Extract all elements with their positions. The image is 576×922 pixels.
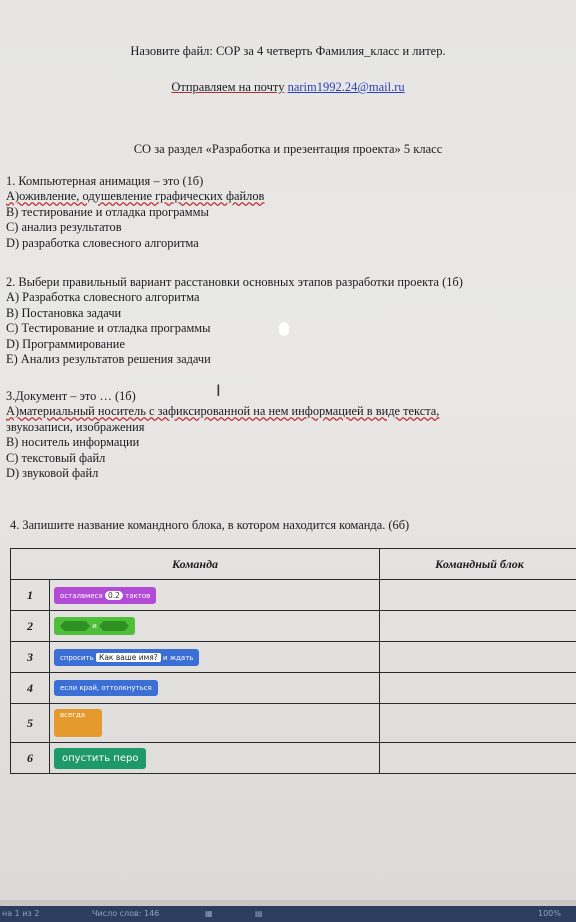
command-cell xyxy=(50,642,380,673)
answer-option: С) анализ результатов xyxy=(6,220,122,235)
answer-cell[interactable] xyxy=(380,673,576,704)
answer-cell[interactable] xyxy=(380,580,576,611)
question-title: 3.Документ – это … (1б) xyxy=(6,389,136,403)
question-3 xyxy=(6,389,439,481)
status-bar xyxy=(0,906,576,922)
answer-option: С) Тестирование и отладка программы xyxy=(6,321,211,336)
answer-option: В) Постановка задачи xyxy=(6,305,122,320)
view-icon[interactable]: ▤ xyxy=(255,909,263,918)
table-header-row xyxy=(11,549,576,580)
page-counter[interactable]: на 1 из 2 xyxy=(2,909,40,918)
table-row xyxy=(11,704,576,743)
answer-cell[interactable] xyxy=(380,743,576,774)
file-name-instruction: Назовите файл: СОР за 4 четверть Фамилия_класс и литер. xyxy=(130,44,446,58)
block-text: тактов xyxy=(125,591,151,600)
answer-option: А)материальный носитель с зафиксированной на нем информацией в виде текста, xyxy=(6,404,440,419)
question-title: 2. Выбери правильный вариант расстановки основных этапов разработки проекта (1б) xyxy=(6,275,463,289)
question-2 xyxy=(6,275,463,367)
table-row xyxy=(11,642,576,673)
block-input: Как ваше имя? xyxy=(96,653,161,662)
table-row xyxy=(11,673,576,704)
document-title: СО за раздел «Разработка и презентация проекта» 5 класс xyxy=(133,142,443,156)
cursor-dot xyxy=(279,322,289,336)
question-1 xyxy=(6,174,264,251)
scratch-block: всегда xyxy=(54,709,102,737)
answer-option: В) тестирование и отладка программы xyxy=(6,204,209,219)
row-number: 2 xyxy=(11,611,50,642)
row-number: 4 xyxy=(11,673,50,704)
answer-option: D) звуковой файл xyxy=(6,466,99,481)
answer-option: В) носитель информации xyxy=(6,435,140,450)
layout-icon[interactable]: ▦ xyxy=(205,909,213,918)
command-cell xyxy=(50,704,380,743)
answer-option: А)оживление, одушевление графических файлов xyxy=(6,189,265,204)
block-text: спросить xyxy=(60,653,94,662)
answer-cell[interactable] xyxy=(380,642,576,673)
column-header-command: Команда xyxy=(11,549,380,580)
text-cursor-icon: I xyxy=(216,381,221,400)
answer-option: С) текстовый файл xyxy=(6,450,106,465)
question-4-title: 4. Запишите название командного блока, в котором находится команда. (6б) xyxy=(10,518,410,532)
hex-slot-icon xyxy=(99,621,129,631)
block-text: осталвмеся xyxy=(60,591,103,600)
row-number: 1 xyxy=(11,580,50,611)
answer-option: D) разработка словесного алгоритма xyxy=(6,235,199,250)
send-label: Отправляем на почту xyxy=(171,80,285,94)
scratch-block xyxy=(54,587,156,604)
scratch-block xyxy=(54,649,199,666)
hex-slot-icon xyxy=(60,621,90,631)
word-count[interactable]: Число слов: 146 xyxy=(92,909,160,918)
command-cell xyxy=(50,743,380,774)
send-instruction xyxy=(0,80,576,95)
answer-cell[interactable] xyxy=(380,611,576,642)
answer-option: Е) Анализ результатов решения задачи xyxy=(6,352,211,367)
command-cell xyxy=(50,611,380,642)
table-row xyxy=(11,743,576,774)
answer-cell[interactable] xyxy=(380,704,576,743)
scratch-block xyxy=(54,617,135,635)
zoom-level[interactable]: 100% xyxy=(538,909,561,918)
question-title: 1. Компьютерная анимация – это (1б) xyxy=(6,174,204,188)
row-number: 5 xyxy=(11,704,50,743)
table-row xyxy=(11,611,576,642)
column-header-block: Командный блок xyxy=(380,549,576,580)
table-row xyxy=(11,580,576,611)
answer-option: А) Разработка словесного алгоритма xyxy=(6,290,200,305)
block-value: 0.2 xyxy=(105,591,123,600)
row-number: 3 xyxy=(11,642,50,673)
command-cell xyxy=(50,673,380,704)
block-text: и ждать xyxy=(162,653,194,662)
answer-option: D) Программирование xyxy=(6,336,125,351)
scratch-block: опустить перо xyxy=(54,748,146,769)
command-cell xyxy=(50,580,380,611)
block-text: и xyxy=(92,622,97,630)
scratch-block: если край, оттолкнуться xyxy=(54,680,158,696)
command-table xyxy=(10,548,576,774)
row-number: 6 xyxy=(11,743,50,774)
answer-option: звукозаписи, изображения xyxy=(6,419,145,434)
email-link[interactable]: narim1992.24@mail.ru xyxy=(287,80,405,94)
